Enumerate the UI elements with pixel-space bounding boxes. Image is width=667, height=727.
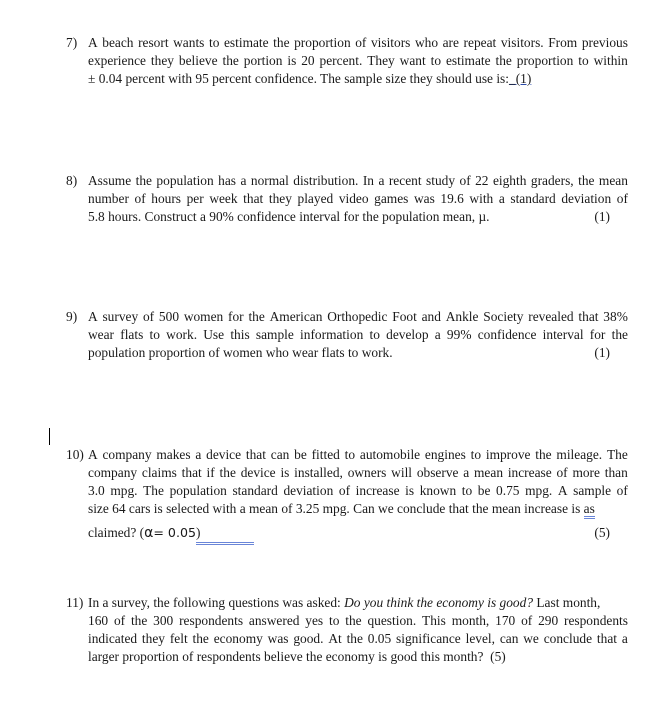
- word: portion: [243, 53, 283, 68]
- word: 99%: [446, 327, 472, 342]
- word: mean: [598, 173, 628, 188]
- question-line: [88, 344, 628, 362]
- word: is: [280, 465, 290, 480]
- word: mileage.: [556, 447, 603, 462]
- word: confidence: [477, 327, 537, 342]
- word: week: [209, 191, 238, 206]
- word: owners: [347, 465, 387, 480]
- word: interval: [542, 327, 584, 342]
- word: population: [169, 483, 227, 498]
- question-number: 10): [66, 447, 84, 462]
- question-line: [88, 34, 628, 52]
- word: to: [578, 53, 589, 68]
- word: 300: [153, 613, 174, 628]
- word: significance: [396, 631, 461, 646]
- word: device: [240, 465, 276, 480]
- word: yes: [305, 613, 324, 628]
- word: Orthopedic: [327, 309, 388, 324]
- word: the: [535, 447, 552, 462]
- word: a: [434, 327, 441, 342]
- alpha-value: = 0.05: [153, 525, 196, 540]
- word: proportion: [516, 53, 574, 68]
- word: 22: [475, 173, 489, 188]
- word: played: [297, 191, 334, 206]
- word: want: [399, 53, 426, 68]
- word: the: [219, 465, 236, 480]
- question-text: [88, 446, 628, 542]
- word: a: [240, 173, 247, 188]
- word: that: [181, 465, 202, 480]
- word: revealed: [528, 309, 574, 324]
- word: can: [499, 631, 519, 646]
- word: 19.6: [440, 191, 464, 206]
- word: the: [222, 53, 239, 68]
- word: has: [218, 173, 237, 188]
- word: indicated: [88, 631, 138, 646]
- word: known: [419, 483, 457, 498]
- word: of: [459, 173, 471, 188]
- word: claims: [141, 465, 177, 480]
- word: of: [338, 483, 351, 498]
- question-line: [88, 446, 628, 464]
- word: proportion: [294, 35, 351, 50]
- italic-question: Do you think the economy is good?: [344, 595, 534, 610]
- word: believe: [178, 53, 218, 68]
- word: to: [329, 613, 340, 628]
- word: is: [405, 483, 415, 498]
- word: the: [135, 173, 152, 188]
- word: In: [362, 173, 374, 188]
- word: increase: [507, 465, 552, 480]
- word: distribution.: [293, 173, 359, 188]
- word: of: [616, 483, 628, 498]
- question-line-text: ± 0.04 percent with 95 percent confidence. The sample size they should use is:: [88, 71, 509, 86]
- word: wear: [88, 327, 115, 342]
- question-text: [88, 308, 628, 362]
- word: graders,: [530, 173, 574, 188]
- word: of: [355, 35, 367, 50]
- question-number: 9): [66, 309, 78, 324]
- word: population: [156, 173, 214, 188]
- word: standard: [232, 483, 278, 498]
- word: the: [192, 631, 209, 646]
- word: of: [521, 613, 533, 628]
- word: the: [611, 327, 628, 342]
- word: develop: [386, 327, 429, 342]
- word: Society: [483, 309, 524, 324]
- word: to: [470, 447, 482, 462]
- word: who: [414, 35, 439, 50]
- word: a: [195, 447, 202, 462]
- word: estimate: [445, 53, 491, 68]
- word: the: [273, 35, 290, 50]
- word: Use: [203, 327, 225, 342]
- word: we: [523, 631, 539, 646]
- question-number: 7): [66, 35, 78, 50]
- word: that: [243, 191, 264, 206]
- question-line: [88, 594, 628, 612]
- question-8: [66, 172, 628, 226]
- word: experience: [88, 53, 146, 68]
- word: can: [270, 447, 290, 462]
- word: good.: [293, 631, 324, 646]
- word: the: [345, 613, 362, 628]
- word: the: [346, 631, 363, 646]
- question-line: [88, 52, 628, 70]
- points-label: (1): [594, 345, 610, 360]
- word: was: [267, 631, 289, 646]
- question-line: [88, 612, 628, 630]
- word: 160: [88, 613, 109, 628]
- points-label: (5): [594, 525, 610, 540]
- word: automobile: [359, 447, 421, 462]
- question-text: [88, 594, 628, 666]
- points-label: (5): [490, 649, 506, 664]
- word: The: [143, 483, 164, 498]
- question-line: [88, 326, 628, 344]
- word: observe: [416, 465, 459, 480]
- word: will: [391, 465, 413, 480]
- word: estimate: [223, 35, 269, 50]
- word: normal: [250, 173, 289, 188]
- word: They: [367, 53, 395, 68]
- word: to: [149, 327, 160, 342]
- word: improve: [485, 447, 531, 462]
- word: eighth: [492, 173, 527, 188]
- question-text: [88, 172, 628, 226]
- word: within: [593, 53, 628, 68]
- word: with: [469, 191, 494, 206]
- word: Foot: [392, 309, 417, 324]
- word: more: [572, 465, 600, 480]
- word: From: [548, 35, 578, 50]
- word: work.: [166, 327, 198, 342]
- word: recent: [388, 173, 422, 188]
- word: of: [142, 309, 155, 324]
- word: to: [461, 483, 473, 498]
- word: that: [578, 309, 599, 324]
- word: they: [150, 53, 174, 68]
- word: Assume: [88, 173, 132, 188]
- word: video: [338, 191, 369, 206]
- question-line: [88, 208, 628, 226]
- word: percent.: [319, 53, 363, 68]
- word: level,: [465, 631, 495, 646]
- word: a: [463, 465, 470, 480]
- word: a: [621, 631, 628, 646]
- word: of: [134, 191, 146, 206]
- word: respondents: [179, 613, 244, 628]
- word: games: [374, 191, 409, 206]
- word: A: [88, 309, 98, 324]
- word: standard: [510, 191, 556, 206]
- word: previous: [581, 35, 628, 50]
- question-line-text: In a survey, the following questions was asked:: [88, 595, 345, 610]
- word: information: [300, 327, 364, 342]
- word: increase: [355, 483, 400, 498]
- close-paren: ): [195, 525, 201, 540]
- word: to: [208, 35, 220, 50]
- question-line: [88, 190, 628, 208]
- word: to: [369, 327, 380, 342]
- question-9: [66, 308, 628, 362]
- word: the: [130, 613, 148, 628]
- question-10: [66, 446, 628, 542]
- answer-blank[interactable]: [196, 524, 254, 545]
- question-line-text: larger proportion of respondents believe the economy is good this month?: [88, 649, 484, 664]
- word: conclude: [543, 631, 593, 646]
- word: this: [230, 327, 250, 342]
- word: wants: [173, 35, 205, 50]
- word: 500: [158, 309, 180, 324]
- points-label: (1): [515, 71, 532, 86]
- question-line: [88, 648, 628, 666]
- word: resort: [138, 35, 169, 50]
- question-line-text: 5.8 hours. Construct a 90% confidence interval for the population mean, µ.: [88, 209, 490, 224]
- word: installed,: [294, 465, 343, 480]
- question-line-text: claimed? (: [88, 525, 145, 540]
- question-7: [66, 34, 628, 88]
- word: deviation: [561, 191, 612, 206]
- word: 3.0: [88, 483, 105, 498]
- word: than: [604, 465, 628, 480]
- word: women: [183, 309, 224, 324]
- word: mean: [474, 465, 504, 480]
- word: 20: [301, 53, 315, 68]
- word: to: [344, 447, 356, 462]
- as-word: as: [584, 501, 595, 519]
- word: number: [88, 191, 129, 206]
- word: to: [430, 53, 442, 68]
- word: month,: [451, 613, 490, 628]
- word: company: [102, 447, 152, 462]
- word: sample: [573, 483, 612, 498]
- question-11: [66, 594, 628, 666]
- word: be: [294, 447, 307, 462]
- word: survey: [102, 309, 139, 324]
- question-line-text: population proportion of women who wear flats to work.: [88, 345, 393, 360]
- word: American: [269, 309, 323, 324]
- word: makes: [156, 447, 191, 462]
- word: mpg.: [525, 483, 553, 498]
- word: they: [268, 191, 292, 206]
- word: for: [589, 327, 606, 342]
- word: company: [88, 465, 138, 480]
- word: visitors: [370, 35, 411, 50]
- word: 0.05: [367, 631, 392, 646]
- question-line: [88, 172, 628, 190]
- word: This: [422, 613, 446, 628]
- word: that: [245, 447, 266, 462]
- question-number: 11): [66, 595, 84, 610]
- word: sample: [255, 327, 294, 342]
- word: the: [578, 173, 595, 188]
- word: visitors.: [500, 35, 544, 50]
- word: study: [426, 173, 456, 188]
- text-cursor: [49, 428, 50, 445]
- word: 0.75: [496, 483, 520, 498]
- word: repeat: [463, 35, 497, 50]
- question-line-text: size 64 cars is selected with a mean of 3.25 mpg. Can we conclude that the mean increase is: [88, 501, 581, 516]
- question-line-text: Last month,: [533, 595, 601, 610]
- question-line: [88, 70, 628, 88]
- question-number: 8): [66, 173, 78, 188]
- word: engines: [424, 447, 466, 462]
- question-line: [88, 482, 628, 500]
- word: a: [498, 191, 505, 206]
- question-line: [88, 464, 628, 482]
- word: 38%: [603, 309, 628, 324]
- word: is: [287, 53, 297, 68]
- word: was: [413, 191, 435, 206]
- word: are: [442, 35, 459, 50]
- word: device: [206, 447, 242, 462]
- word: hours: [151, 191, 182, 206]
- word: of: [556, 465, 568, 480]
- word: respondents: [564, 613, 628, 628]
- word: the: [248, 309, 265, 324]
- word: A: [88, 35, 98, 50]
- word: the: [495, 53, 512, 68]
- question-text: [88, 34, 628, 88]
- word: A: [88, 447, 98, 462]
- question-line: [88, 524, 628, 542]
- word: felt: [169, 631, 188, 646]
- word: deviation: [283, 483, 334, 498]
- points-label: (1): [594, 209, 610, 224]
- word: 170: [495, 613, 516, 628]
- word: mpg.: [110, 483, 138, 498]
- question-line: [88, 308, 628, 326]
- word: of: [616, 191, 628, 206]
- answer-blank[interactable]: _: [508, 71, 516, 86]
- word: beach: [102, 35, 134, 50]
- word: Ankle: [445, 309, 479, 324]
- word: economy: [213, 631, 263, 646]
- word: question.: [367, 613, 417, 628]
- word: 290: [538, 613, 559, 628]
- word: and: [421, 309, 441, 324]
- word: a: [378, 173, 385, 188]
- word: At: [328, 631, 342, 646]
- word: of: [113, 613, 126, 628]
- word: A: [557, 483, 568, 498]
- word: answered: [248, 613, 300, 628]
- question-line: [88, 500, 628, 518]
- word: for: [228, 309, 244, 324]
- word: fitted: [311, 447, 340, 462]
- word: per: [186, 191, 204, 206]
- word: be: [477, 483, 491, 498]
- word: that: [596, 631, 617, 646]
- word: if: [206, 465, 215, 480]
- alpha-symbol: α: [144, 525, 154, 541]
- question-line: [88, 630, 628, 648]
- word: flats: [120, 327, 144, 342]
- word: they: [141, 631, 165, 646]
- word: The: [606, 447, 628, 462]
